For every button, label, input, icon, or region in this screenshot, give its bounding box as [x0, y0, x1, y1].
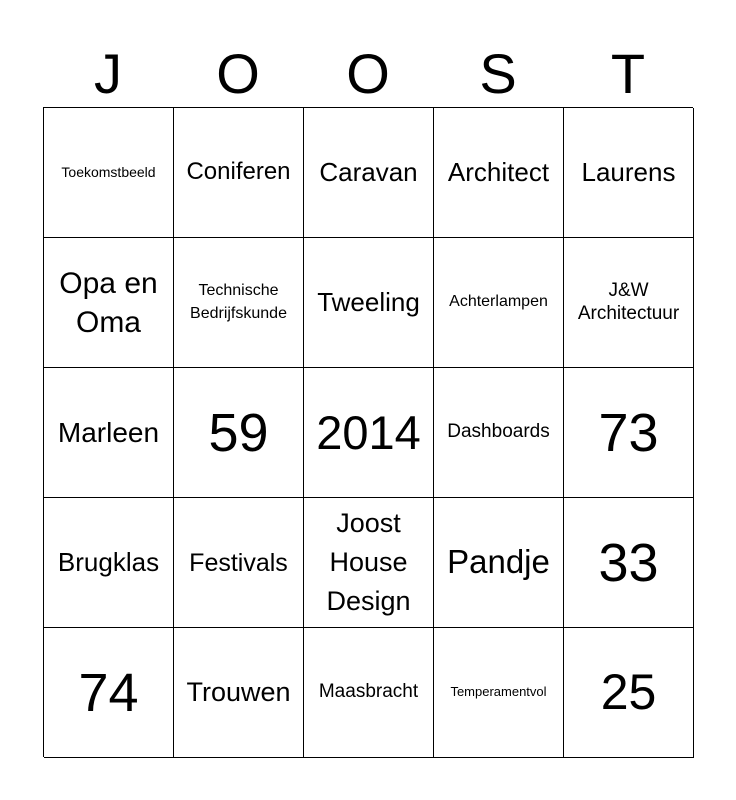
- header-letter-s: S: [479, 42, 517, 105]
- bingo-cell[interactable]: [44, 628, 174, 758]
- header-letter-o: O: [346, 42, 390, 105]
- bingo-cell[interactable]: [434, 498, 564, 628]
- bingo-cell[interactable]: [174, 108, 304, 238]
- bingo-cell[interactable]: [174, 368, 304, 498]
- bingo-header: [43, 40, 693, 108]
- bingo-board: [43, 107, 693, 757]
- cell-label: 73: [598, 402, 659, 463]
- header-letter-o: O: [216, 42, 260, 105]
- cell-label: Laurens: [581, 156, 676, 187]
- bingo-cell[interactable]: [44, 238, 174, 368]
- cell-label: Temperamentvol: [450, 684, 547, 700]
- bingo-cell[interactable]: [434, 108, 564, 238]
- bingo-cell[interactable]: [564, 628, 694, 758]
- bingo-cell[interactable]: [434, 238, 564, 368]
- cell-label: 74: [78, 662, 139, 723]
- bingo-cell[interactable]: [304, 368, 434, 498]
- cell-label: 2014: [316, 405, 421, 459]
- cell-label: Coniferen: [186, 158, 291, 186]
- cell-label: Trouwen: [186, 677, 291, 708]
- cell-label: J&W Architectuur: [577, 279, 680, 324]
- cell-label: Joost House Design: [326, 507, 411, 617]
- bingo-cell[interactable]: [564, 368, 694, 498]
- header-letter-j: J: [94, 42, 122, 105]
- bingo-cell[interactable]: [174, 628, 304, 758]
- cell-label: Achterlampen: [449, 293, 548, 311]
- bingo-cell[interactable]: [304, 498, 434, 628]
- cell-label: Pandje: [447, 543, 550, 581]
- cell-label: Opa en Oma: [59, 266, 158, 339]
- bingo-cell[interactable]: [564, 238, 694, 368]
- cell-label: Brugklas: [57, 546, 160, 577]
- bingo-cell[interactable]: [174, 498, 304, 628]
- bingo-cell[interactable]: [44, 498, 174, 628]
- bingo-cell[interactable]: [304, 108, 434, 238]
- cell-label: Festivals: [189, 548, 288, 577]
- cell-label: Marleen: [57, 416, 160, 448]
- cell-label: 59: [208, 402, 269, 463]
- bingo-cell[interactable]: [564, 108, 694, 238]
- cell-label: Maasbracht: [318, 681, 419, 703]
- bingo-cell[interactable]: [564, 498, 694, 628]
- cell-label: Technische Bedrijfskunde: [190, 282, 287, 322]
- header-letter-t: T: [610, 42, 646, 105]
- bingo-cell[interactable]: [44, 108, 174, 238]
- bingo-cell[interactable]: [434, 368, 564, 498]
- cell-label: Dashboards: [447, 421, 550, 443]
- bingo-cell[interactable]: [304, 238, 434, 368]
- bingo-cell[interactable]: [174, 238, 304, 368]
- bingo-cell[interactable]: [434, 628, 564, 758]
- cell-label: 25: [600, 664, 657, 720]
- cell-label: Architect: [447, 156, 550, 187]
- bingo-cell[interactable]: [304, 628, 434, 758]
- cell-label: 33: [598, 532, 659, 593]
- bingo-cell[interactable]: [44, 368, 174, 498]
- cell-label: Tweeling: [317, 286, 420, 317]
- cell-label: Toekomstbeeld: [61, 164, 156, 181]
- cell-label: Caravan: [319, 156, 418, 187]
